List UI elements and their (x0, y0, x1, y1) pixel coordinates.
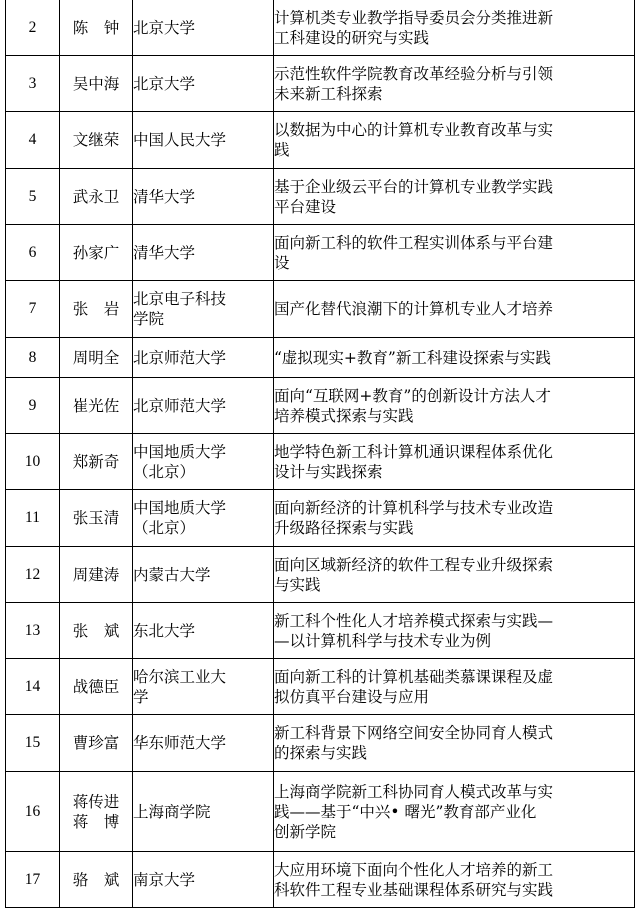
leader-name: 蒋传进 蒋 博 (60, 772, 133, 852)
institution: 北京师范大学 (133, 378, 274, 434)
leader-name: 战德臣 (60, 659, 133, 715)
table-row (6, 378, 635, 434)
leader-name: 崔光佐 (60, 378, 133, 434)
row-number: 9 (6, 378, 60, 434)
row-number: 17 (6, 852, 60, 908)
row-number: 14 (6, 659, 60, 715)
table-row (6, 547, 635, 603)
table-row (6, 0, 635, 56)
table-row (6, 715, 635, 772)
institution: 哈尔滨工业大 学 (133, 659, 274, 715)
leader-name: 骆 斌 (60, 852, 133, 908)
project-title: 面向新工科的软件工程实训体系与平台建 设 (274, 225, 635, 281)
institution: 中国人民大学 (133, 112, 274, 169)
leader-name: 曹珍富 (60, 715, 133, 772)
table-row (6, 603, 635, 659)
project-title: 示范性软件学院教育改革经验分析与引领 未来新工科探索 (274, 56, 635, 112)
leader-name: 吴中海 (60, 56, 133, 112)
table-row (6, 772, 635, 852)
table-row (6, 225, 635, 281)
row-number: 8 (6, 338, 60, 378)
row-number: 5 (6, 169, 60, 225)
leader-name: 武永卫 (60, 169, 133, 225)
leader-name: 张玉清 (60, 490, 133, 547)
institution: 北京电子科技 学院 (133, 281, 274, 338)
institution: 清华大学 (133, 169, 274, 225)
project-title: 国产化替代浪潮下的计算机专业人才培养 (274, 281, 635, 338)
row-number: 13 (6, 603, 60, 659)
row-number: 15 (6, 715, 60, 772)
project-title: 新工科个性化人才培养模式探索与实践— —以计算机科学与技术专业为例 (274, 603, 635, 659)
institution: 清华大学 (133, 225, 274, 281)
row-number: 2 (6, 0, 60, 56)
leader-name: 张 斌 (60, 603, 133, 659)
institution: 南京大学 (133, 852, 274, 908)
project-title: 上海商学院新工科协同育人模式改革与实 践——基于“中兴• 曙光”教育部产业化 创新学院 (274, 772, 635, 852)
project-title: “虚拟现实+教育”新工科建设探索与实践 (274, 338, 635, 378)
row-number: 10 (6, 434, 60, 490)
row-number: 4 (6, 112, 60, 169)
row-number: 7 (6, 281, 60, 338)
row-number: 16 (6, 772, 60, 852)
leader-name: 陈 钟 (60, 0, 133, 56)
leader-name: 张 岩 (60, 281, 133, 338)
institution: 上海商学院 (133, 772, 274, 852)
table-row (6, 169, 635, 225)
institution: 北京大学 (133, 0, 274, 56)
table-row (6, 490, 635, 547)
project-title: 计算机类专业教学指导委员会分类推进新 工科建设的研究与实践 (274, 0, 635, 56)
institution: 内蒙古大学 (133, 547, 274, 603)
project-title: 面向区域新经济的软件工程专业升级探索 与实践 (274, 547, 635, 603)
project-title: 地学特色新工科计算机通识课程体系优化 设计与实践探索 (274, 434, 635, 490)
leader-name: 文继荣 (60, 112, 133, 169)
institution: 北京师范大学 (133, 338, 274, 378)
project-title: 面向“互联网+教育”的创新设计方法人才 培养模式探索与实践 (274, 378, 635, 434)
row-number: 12 (6, 547, 60, 603)
institution: 中国地质大学 （北京） (133, 490, 274, 547)
row-number: 11 (6, 490, 60, 547)
institution: 北京大学 (133, 56, 274, 112)
project-title: 面向新经济的计算机科学与技术专业改造 升级路径探索与实践 (274, 490, 635, 547)
leader-name: 郑新奇 (60, 434, 133, 490)
table-row (6, 852, 635, 908)
project-title: 以数据为中心的计算机专业教育改革与实 践 (274, 112, 635, 169)
project-title: 大应用环境下面向个性化人才培养的新工 科软件工程专业基础课程体系研究与实践 (274, 852, 635, 908)
table-row (6, 112, 635, 169)
project-title: 新工科背景下网络空间安全协同育人模式 的探索与实践 (274, 715, 635, 772)
row-number: 6 (6, 225, 60, 281)
table-row (6, 338, 635, 378)
project-table (5, 0, 635, 908)
leader-name: 周建涛 (60, 547, 133, 603)
leader-name: 周明全 (60, 338, 133, 378)
institution: 中国地质大学 （北京） (133, 434, 274, 490)
table-row (6, 281, 635, 338)
institution: 华东师范大学 (133, 715, 274, 772)
project-title: 基于企业级云平台的计算机专业教学实践 平台建设 (274, 169, 635, 225)
leader-name: 孙家广 (60, 225, 133, 281)
project-title: 面向新工科的计算机基础类慕课课程及虚 拟仿真平台建设与应用 (274, 659, 635, 715)
table-row (6, 56, 635, 112)
institution: 东北大学 (133, 603, 274, 659)
table-row (6, 434, 635, 490)
table-row (6, 659, 635, 715)
row-number: 3 (6, 56, 60, 112)
project-table-body (6, 0, 635, 908)
